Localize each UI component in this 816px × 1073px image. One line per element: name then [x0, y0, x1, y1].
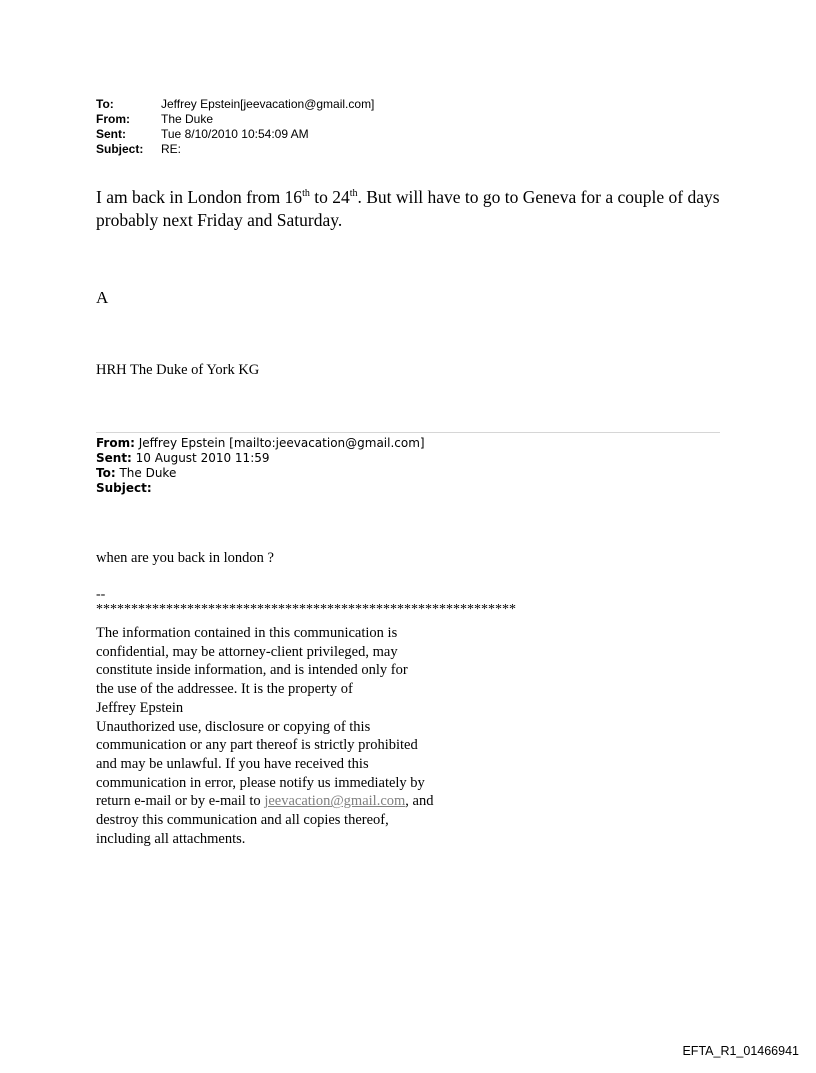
from-label: From:	[96, 112, 130, 126]
from-row	[96, 112, 374, 127]
sign-off-initial: A	[96, 288, 109, 307]
return-suffix: , and	[405, 793, 434, 810]
sent-value: Tue 8/10/2010 10:54:09 AM	[161, 127, 309, 141]
disclaimer-line: and may be unlawful. If you have received this	[96, 755, 369, 772]
from-value: The Duke	[161, 112, 214, 126]
message-part-2: to 24	[309, 187, 350, 207]
disclaimer-line: the use of the addressee. It is the property of	[96, 681, 353, 698]
disclaimer-line: constitute inside information, and is intended only for	[96, 662, 408, 679]
disclaimer-line: destroy this communication and all copies thereof,	[96, 812, 389, 829]
message-sup-2: th	[349, 188, 358, 200]
quoted-sent-row	[96, 451, 425, 466]
sent-label: Sent:	[96, 127, 126, 141]
signature: HRH The Duke of York KG	[96, 362, 260, 378]
quoted-subject-row	[96, 481, 425, 496]
disclaimer-line: Jeffrey Epstein	[96, 699, 184, 716]
to-value: Jeffrey Epstein[jeevacation@gmail.com]	[161, 97, 375, 111]
document-id: EFTA_R1_01466941	[682, 1044, 799, 1058]
quoted-sent-value: 10 August 2010 11:59	[131, 451, 270, 465]
subject-value: RE:	[161, 142, 182, 156]
subject-label: Subject:	[96, 142, 144, 156]
disclaimer-line: including all attachments.	[96, 830, 246, 847]
quoted-to-label: To:	[96, 466, 116, 480]
quoted-from-label: From:	[96, 436, 135, 450]
to-row	[96, 97, 374, 112]
quoted-header	[96, 436, 425, 496]
quoted-subject-label: Subject:	[96, 481, 152, 495]
email-link[interactable]: jeevacation@gmail.com	[264, 793, 406, 810]
email-header	[96, 97, 374, 157]
subject-row	[96, 142, 374, 157]
quoted-from-value: Jeffrey Epstein [mailto:jeevacation@gmail.com]	[134, 436, 425, 450]
disclaimer-line: communication in error, please notify us immediately by	[96, 774, 425, 791]
disclaimer-line: confidential, may be attorney-client privileged, may	[96, 643, 398, 660]
disclaimer-return-line	[96, 792, 476, 811]
message-part-1: I am back in London from 16	[96, 187, 303, 207]
to-label: To:	[96, 97, 114, 111]
signature-dash: --	[96, 587, 106, 602]
message-body	[96, 186, 746, 232]
quoted-from-row	[96, 436, 425, 451]
quoted-sent-label: Sent:	[96, 451, 132, 465]
quoted-to-row	[96, 466, 425, 481]
disclaimer-line: The information contained in this communication is	[96, 625, 398, 641]
disclaimer-line: Unauthorized use, disclosure or copying of this	[96, 718, 371, 735]
quoted-question: when are you back in london ?	[96, 550, 274, 566]
message-part-3: . But will have to go to Geneva for a couple of days probably next Friday and Saturday.	[96, 187, 720, 230]
asterisk-separator: ************************************************************	[96, 602, 516, 617]
quote-divider	[96, 432, 720, 433]
disclaimer	[96, 624, 476, 848]
quoted-to-value: The Duke	[115, 466, 177, 480]
return-prefix: return e-mail or by e-mail to	[96, 793, 265, 810]
disclaimer-line: communication or any part thereof is strictly prohibited	[96, 737, 418, 754]
sent-row	[96, 127, 374, 142]
message-sup-1: th	[302, 188, 310, 200]
